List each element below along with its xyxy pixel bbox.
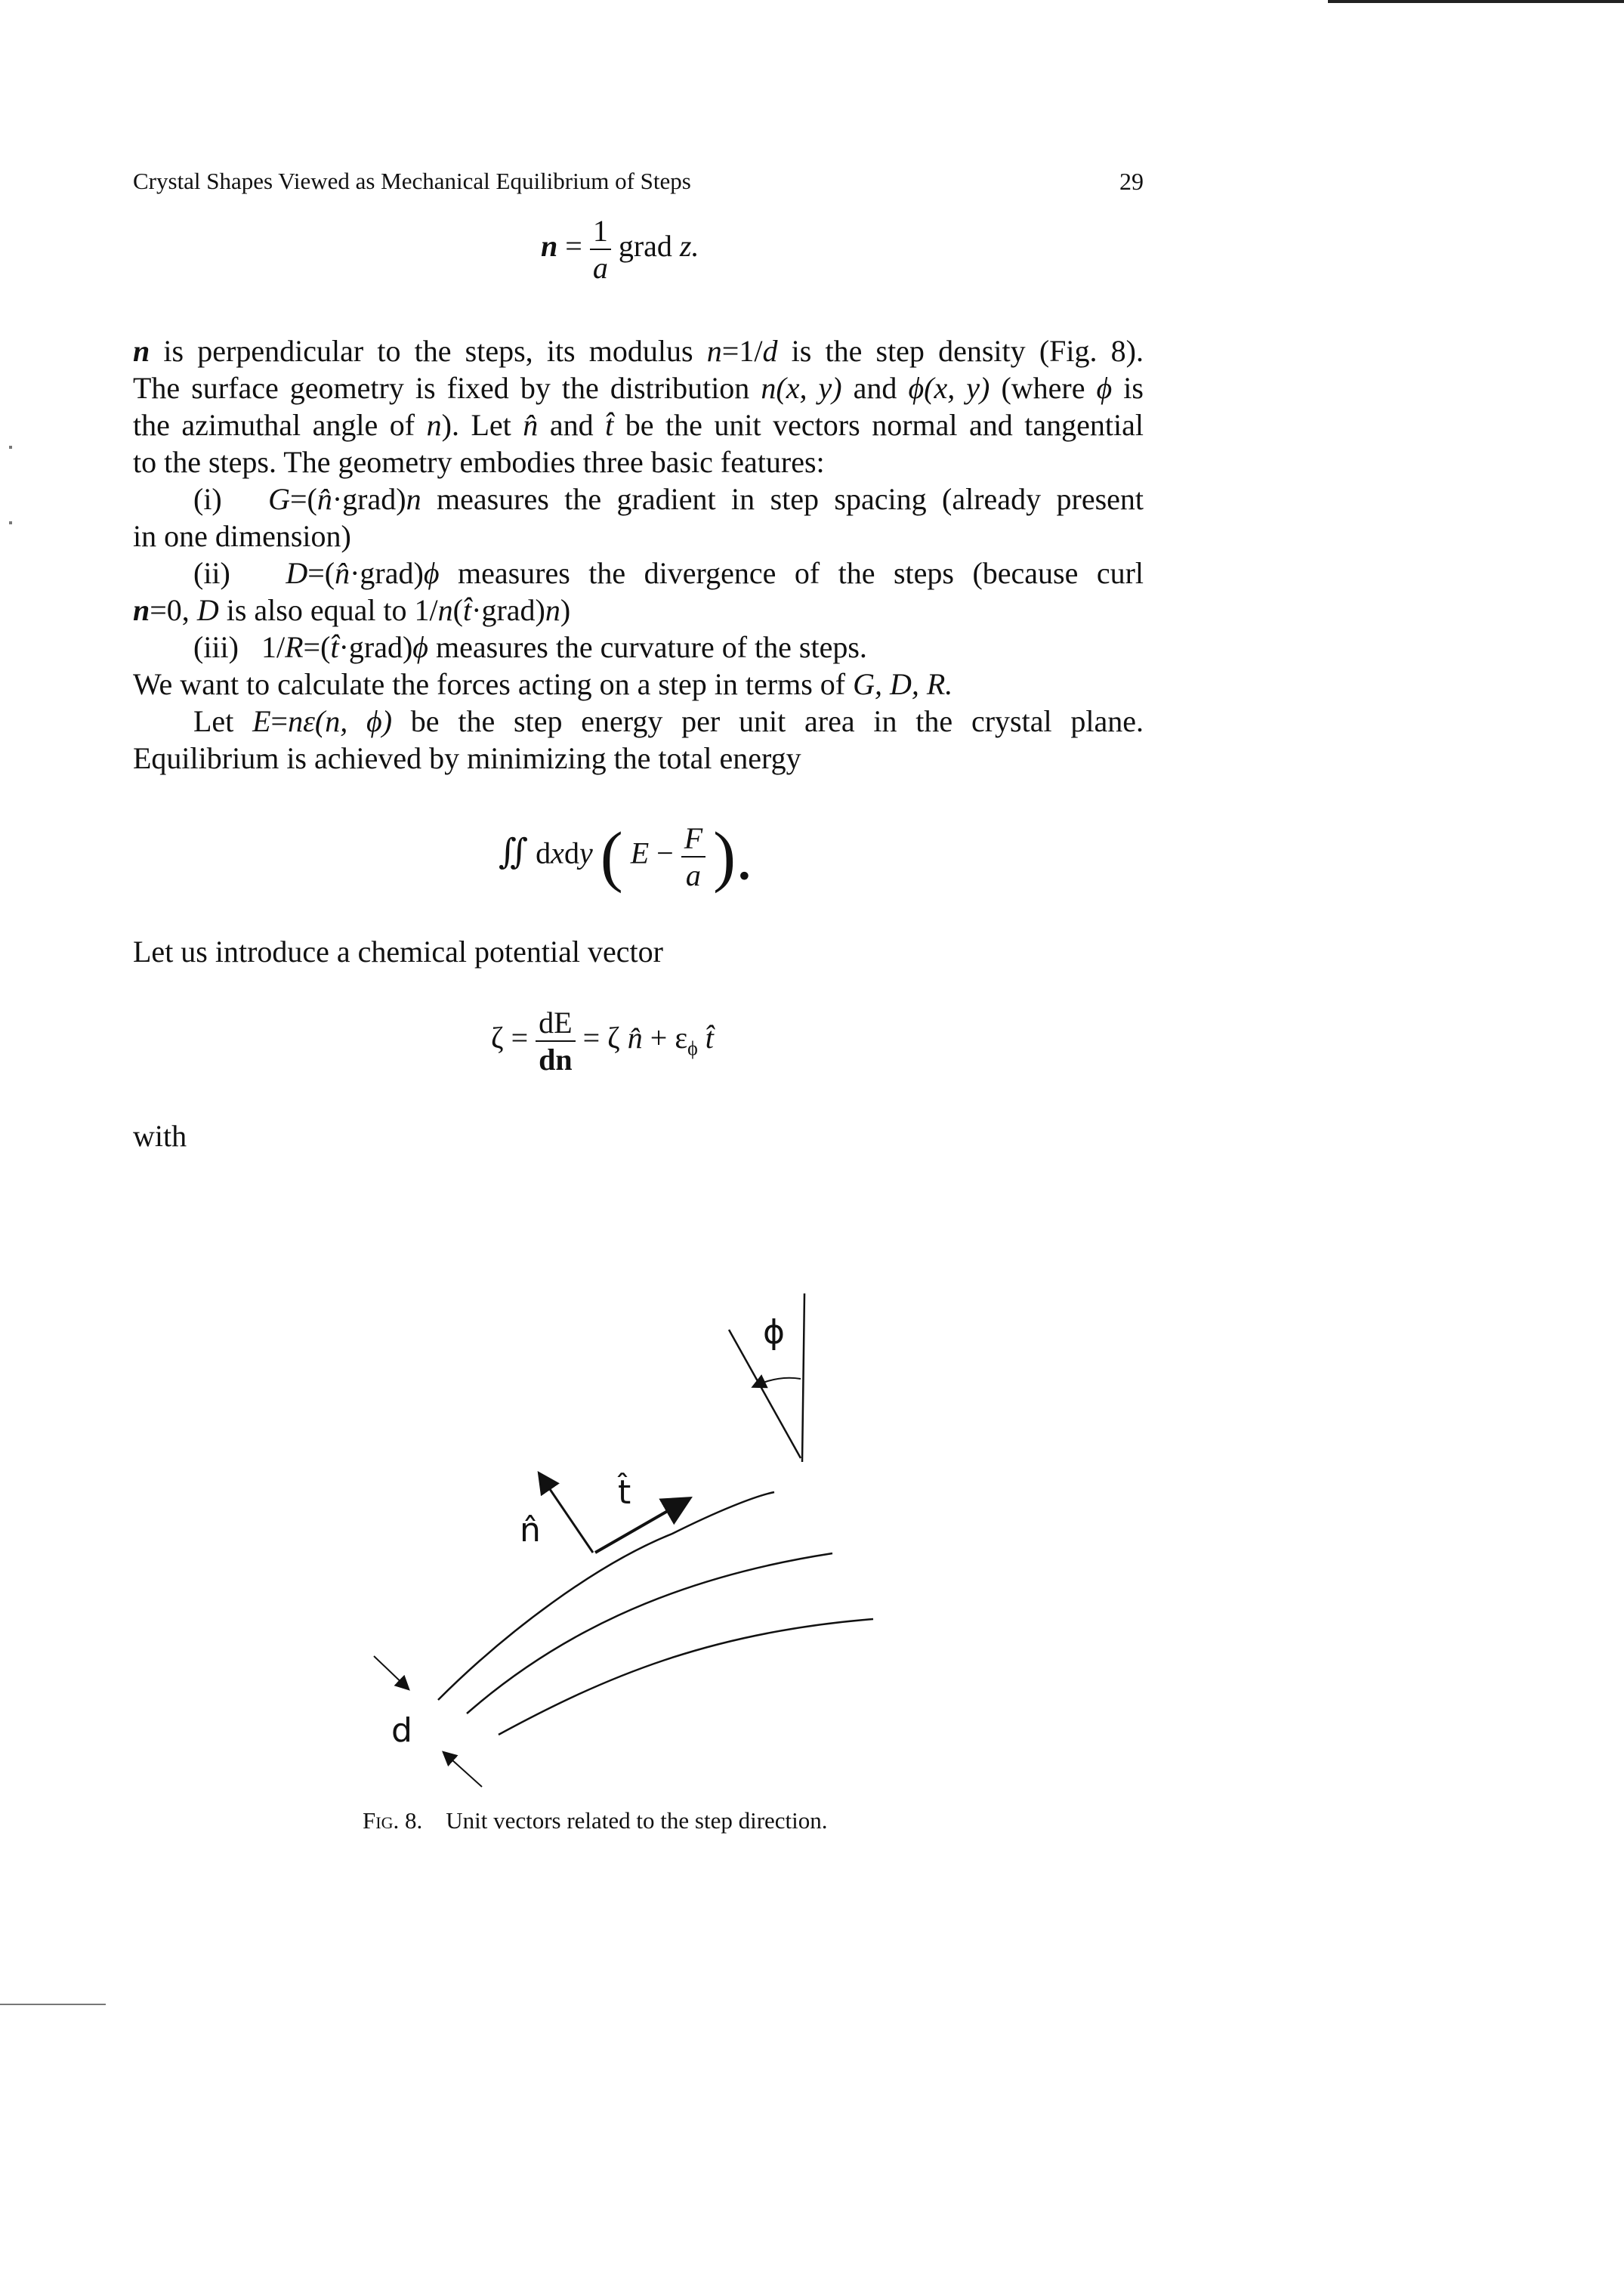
math-run: n [426,408,442,442]
zeta-numerator: dE [539,1006,573,1040]
text-run: ·grad) [471,593,545,627]
math-run: n [437,593,453,627]
eq-n-numerator: 1 [592,214,608,248]
math-run: t̂ [330,630,339,664]
text-run: is [1112,371,1144,405]
math-run: y [579,836,593,870]
text-run: and [538,408,606,442]
plus-sign: + [650,1021,668,1055]
feature-iii [133,629,1144,666]
math-run: D [196,593,219,627]
bold-n: n [133,593,150,627]
step-curve-1 [438,1492,774,1700]
text-run: =0, [150,593,197,627]
eq-n-equals: = [565,229,582,264]
n-hat-arrow [540,1475,593,1553]
text-run: 1/ [261,630,286,664]
paragraph-1-line-3 [133,406,1144,443]
text-run: ·grad) [350,556,424,590]
figure-8-diagram [355,1284,914,1806]
math-run: E [630,836,650,870]
epsilon: ε [675,1021,688,1055]
energy-denominator: a [681,856,705,893]
paragraph-2-line-3: Equilibrium is achieved by minimizing the total energy [133,741,801,775]
label-t-hat: t̂ [618,1473,631,1512]
math-run: ϕ [1096,371,1113,405]
text-run: be the unit vectors normal and tangential [613,408,1144,442]
math-run: nε(n, ϕ) [288,704,393,738]
t-hat-arrow [595,1500,687,1553]
text-run: ·grad) [332,482,406,516]
epsilon-phi [675,1021,698,1060]
eq-n-fraction [590,213,611,286]
text-run: is also equal to 1/ [218,593,438,627]
paragraph-2-line-1 [133,666,1144,703]
figure-caption [363,1807,828,1834]
math-run: ϕ(x, y) [908,371,990,405]
scan-rule [0,2004,106,2005]
feature-i-continued: in one dimension) [133,519,351,553]
step-curve-2 [467,1553,832,1714]
scan-mark [9,521,12,524]
bold-n: n [133,334,150,368]
paren-open: ( [600,819,623,894]
feature-label: (ii) [193,556,230,590]
math-run: t̂ [605,408,614,442]
math-run: G [268,482,290,516]
paragraph-1-line-4: to the steps. The geometry embodies three basic features: [133,445,825,479]
text-run: measures the divergence of the steps (because curl [439,556,1144,590]
energy-fraction [681,820,705,893]
text-run: We want to calculate the forces acting on a step in terms of [133,667,854,701]
text-run: measures the curvature of the steps. [428,630,867,664]
d-arrow-top [374,1656,408,1689]
text-run: ) [560,593,571,627]
feature-i [133,481,1144,518]
eq-n-lhs: n [541,229,558,264]
math-run: G, D, R. [853,667,953,701]
phi-vertical-line [802,1293,804,1462]
text-run: = [270,704,289,738]
text-run: Let [193,704,253,738]
text-run: d [536,836,551,870]
math-run: n [406,482,421,516]
math-run: E [252,704,271,738]
feature-ii [133,555,1144,592]
equals: = [511,1021,529,1055]
feature-ii-continued [133,592,1144,629]
dxdy [536,836,593,870]
math-run: R [285,630,304,664]
text-run: ). Let [441,408,523,442]
paragraph-1-line-2 [133,369,1144,406]
math-run: D [286,556,308,590]
math-run: n̂ [335,556,350,590]
minus-sign: − [656,836,674,870]
math-run: ϕ [412,630,428,664]
text-run: and [841,371,909,405]
math-run: t̂ [463,593,472,627]
text-run: be the step energy per unit area in the crystal plane. [392,704,1144,738]
paragraph-3: Let us introduce a chemical potential vector [133,935,663,969]
with-text: with [133,1119,187,1153]
math-run: n [545,593,560,627]
body-text-block [133,332,1144,777]
double-integral: ∬ [499,832,529,871]
text-run: =( [289,482,317,516]
page-number: 29 [1119,168,1144,195]
text-run: ·grad) [338,630,413,664]
math-run: n̂ [627,1021,643,1055]
paragraph-1-line-1 [133,332,1144,369]
math-run: t̂ [705,1021,714,1055]
label-phi: ϕ [763,1313,786,1352]
zeta: ζ [491,1021,504,1055]
equation-energy [499,817,753,895]
eq-n-var: z. [679,229,699,264]
feature-label: (iii) [193,630,239,664]
text-run: (where [990,371,1097,405]
step-curve-3 [499,1619,873,1735]
math-run: n̂ [316,482,332,516]
energy-numerator: F [684,820,703,855]
text-run: is perpendicular to the steps, its modulus [150,334,707,368]
math-run: ϕ [423,556,440,590]
italic-d: d [762,334,778,368]
label-d: d [391,1711,412,1750]
text-run: measures the gradient in step spacing (already present [421,482,1144,516]
text-run: is the step density (Fig. 8). [777,334,1144,368]
label-n-hat: n̂ [520,1511,541,1550]
text-run: =1/ [721,334,763,368]
scan-mark [9,446,12,449]
paren-close: ). [713,819,753,894]
equation-zeta [491,1005,714,1077]
d-arrow-bottom [444,1753,482,1787]
text-run: the azimuthal angle of [133,408,427,442]
zeta-denominator: dn [536,1040,576,1077]
math-run: n(x, y) [761,371,842,405]
text-run: = ζ [582,1021,620,1055]
paragraph-2-line-2 [133,703,1144,740]
eq-n-grad: grad [618,229,672,264]
header-rule [1328,0,1624,3]
equation-n [541,213,699,304]
feature-label: (i) [193,482,222,516]
text-run: ( [452,593,463,627]
caption-text: Unit vectors related to the step direction. [446,1807,828,1834]
math-run: x [551,836,564,870]
italic-n: n [706,334,722,368]
zeta-fraction [536,1005,576,1077]
math-run: n̂ [523,408,539,442]
eq-n-denominator: a [590,249,611,286]
text-run: =( [307,556,335,590]
text-run: d [563,836,579,870]
figure-label: Fig. 8. [363,1807,423,1834]
phi-subscript: ϕ [687,1037,698,1060]
text-run: The surface geometry is fixed by the distribution [133,371,761,405]
text-run: =( [303,630,331,664]
running-title: Crystal Shapes Viewed as Mechanical Equilibrium of Steps [133,168,691,194]
